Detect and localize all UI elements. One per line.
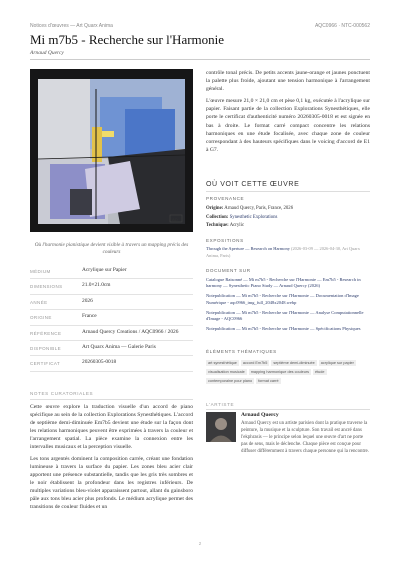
collection-link[interactable]: Synesthetic Explorations (229, 214, 278, 220)
metadata-key: DISPONIBLE (30, 346, 62, 352)
title-divider (30, 59, 370, 60)
metadata-row (30, 310, 193, 325)
metadata-row (30, 295, 193, 310)
theme-tag[interactable]: mapping harmonique des couleurs (250, 370, 309, 374)
metadata-value: Arnaud Quercy Creations / AQC0966 / 2026 (82, 328, 179, 335)
notes-paragraph: Les tons argentés dominent la composition carrée, créant une fondation lumineuse à travers la surface du papier. Les zones bleu acier clair apportent une présence substantielle, tandis que les gris très sombres et le noir établissent la profondeur dans les registres inférieurs. De multiples variations bleu-violet apparaissent partout, allant du gainsboro pâle aux tons bleu acier plus profonds. Le médium acrylique permet des transitions de couleur fluides et un (30, 455, 193, 511)
theme-tags (206, 359, 370, 386)
exhibition-item (206, 246, 370, 260)
description-continued (206, 69, 370, 158)
metadata-value: Art Quarx Anima — Galerie Paris (82, 344, 156, 351)
header-left: Notices d'œuvres — Art Quarx Anima (30, 23, 113, 29)
document-link[interactable]: Notepublication — Mi m7b5 - Recherche sur l'Harmonie — Spécifications Physiques (206, 326, 361, 332)
themes-heading: ÉLÉMENTS THÉMATIQUES (206, 349, 277, 354)
theme-tag[interactable]: visualisation musicale (208, 370, 245, 374)
provenance-collection: Collection: Synesthetic Explorations (206, 214, 278, 220)
metadata-key: MÉDIUM (30, 269, 51, 274)
metadata-row (30, 356, 193, 371)
artist-name: Arnaud Quercy (30, 50, 64, 56)
metadata-key: RÉFÉRENCE (30, 330, 62, 336)
metadata-key: ORIGINE (30, 315, 52, 321)
exhibition-link[interactable]: Through the Aperture — Research on Harmony (206, 246, 290, 251)
page-number: 2 (198, 541, 202, 546)
artwork-image (30, 69, 193, 232)
provenance-list (206, 205, 370, 231)
theme-tag[interactable]: acrylique sur papier (320, 361, 354, 365)
description-paragraph: L'œuvre mesure 21,0 × 21,0 cm et pèse 0,1 kg, exécutée à l'acrylique sur papier. Faisant partie de la collection Explorations Synesthétiques, elle porte le certificat d'authenticité numéro 20260305-0018 et est signée en bas à droite. Le format carré compact concentre les relations harmoniques en une étude focalisée, avec chaque zone de couleur correspondant à des hauteurs spécifiques dans le voicing d'accord de E1 à G7. (206, 98, 370, 153)
provenance-heading: PROVENANCE (206, 196, 245, 201)
artwork-painting (30, 69, 193, 232)
artist-divider (206, 409, 370, 410)
metadata-row (30, 264, 193, 279)
theme-tag[interactable]: art synesthétique (208, 361, 237, 365)
document-item[interactable] (206, 277, 370, 290)
where-to-see-divider (206, 191, 370, 192)
exhibition-date: (2026-03-09 — 2026-04-30, Art Quarx Anima, Paris) (206, 246, 360, 258)
provenance-technique: Technique: Acrylic (206, 223, 245, 229)
metadata-key: ANNÉE (30, 299, 48, 305)
document-item[interactable] (206, 326, 370, 332)
metadata-row (30, 279, 193, 294)
avatar-portrait (206, 412, 236, 442)
metadata-value: Acrylique sur Papier (82, 267, 127, 273)
document-item[interactable] (206, 310, 370, 323)
metadata-value: 2026 (82, 297, 93, 304)
metadata-key: CERTIFICAT (30, 361, 61, 367)
artist-avatar (206, 412, 236, 442)
notes-divider (30, 399, 193, 400)
theme-tag[interactable]: format carré (258, 379, 279, 383)
document-link[interactable]: Notepublication — Mi m7b5 - Recherche sur l'Harmonie — Documentation d'Image Numérique - aqc0966_img_full_2048x2048.webp (206, 293, 359, 305)
theme-tag[interactable]: septième demi-diminuée (273, 361, 315, 365)
theme-tag[interactable]: contemporaine pour piano (208, 379, 253, 383)
exhibitions-heading: EXPOSITIONS (206, 238, 244, 243)
where-to-see-heading: OÙ VOIT CETTE ŒUVRE (206, 181, 300, 188)
artist-heading: L'ARTISTE (206, 402, 235, 407)
metadata-value: 20260305-0018 (82, 359, 117, 366)
artist-bio: Arnaud Quercy est un artiste parisien dont la pratique traverse la peinture, la musique et la sculpture. Son travail est ancré dans l'ekphrasis — le principe selon lequel une œuvre d'art ne porte pas de sens, mais le déclenche. Chaque pièce est conçue pour diffuser différemment à travers chaque personne qui la rencontre. (241, 421, 369, 454)
document-item[interactable] (206, 293, 370, 306)
artwork-signature: AQ (172, 217, 178, 222)
documents-heading: DOCUMENT SUR (206, 268, 251, 273)
metadata-row (30, 341, 193, 356)
document-link[interactable]: Catalogue Raisonné — Mi m7b5 - Recherche sur l'Harmonie — Em7b5 - Research in harmony — Synesthetic Piano Study — Arnaud Quercy (2026) (206, 277, 361, 289)
metadata-value: France (82, 313, 97, 320)
header-ref: AQC0966 · NTC-000562 (314, 23, 370, 29)
page-title: Mi m7b5 - Recherche sur l'Harmonie (30, 32, 225, 47)
curatorial-notes-heading: NOTES CURATORIALES (30, 391, 94, 396)
metadata-key: DIMENSIONS (30, 284, 63, 290)
documents-list (206, 277, 370, 336)
provenance-origin: Origine: Arnaud Quercy, Paris, France, 2026 (206, 206, 294, 211)
metadata-row (30, 326, 193, 341)
image-caption: Où l'harmonie pianistique devient visible à travers un mapping précis des couleurs (34, 242, 189, 255)
metadata-table (30, 264, 193, 372)
metadata-value: 21.0×21.0cm (82, 282, 111, 289)
theme-tag[interactable]: étude (315, 370, 325, 374)
artist-bio-name: Arnaud Quercy (241, 412, 279, 418)
description-paragraph: contrôle tonal précis. De petits accents jaune-orange et jaunes ponctuent la palette plus froide, ajoutant une tension harmonique à l'arrangement général. (206, 70, 370, 93)
notes-paragraph: Cette œuvre explore la traduction visuelle d'un accord de piano spécifique au sein de la collection Explorations Synesthétiques. L'accord de septième demi-diminuée Em7b5 devient une étude sur la façon dont les relations harmoniques peuvent être exprimées à travers la couleur et l'arrangement spatial. La pièce examine la connexion entre les intervalles musicaux et la perception visuelle. (30, 404, 193, 451)
document-link[interactable]: Notepublication — Mi m7b5 - Recherche sur l'Harmonie — Analyse Computationnelle d'Image - AQC0966 (206, 309, 364, 322)
theme-tag[interactable]: accord Em7b5 (242, 361, 268, 365)
curatorial-notes (30, 403, 193, 514)
